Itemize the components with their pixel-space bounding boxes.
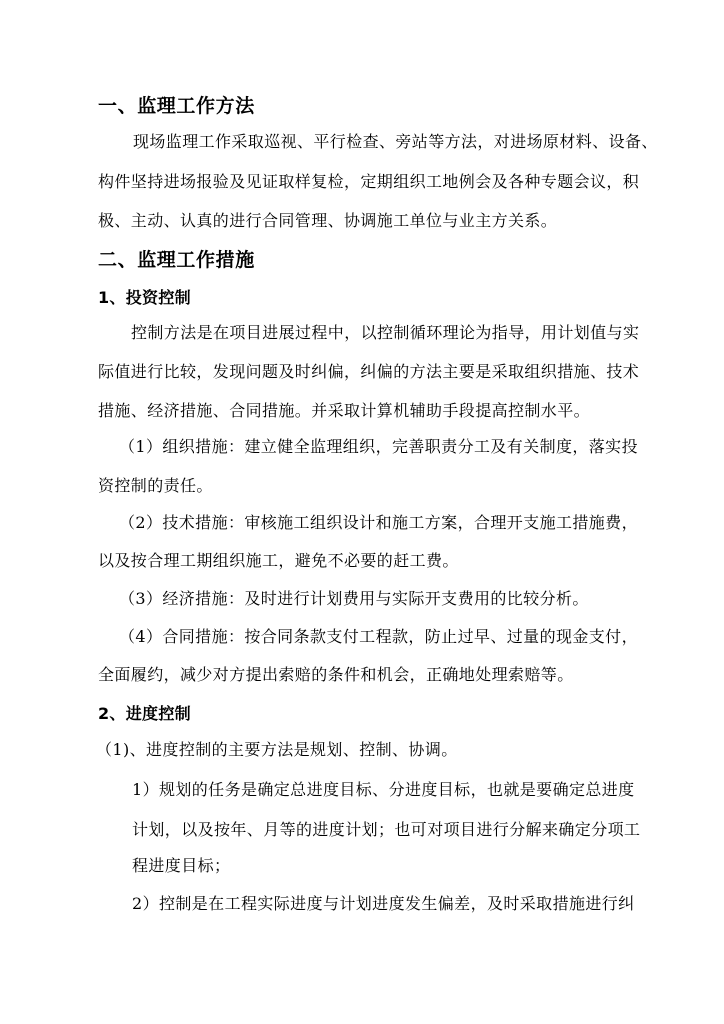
progress-method-line: （1)、进度控制的主要方法是规划、控制、协调。	[96, 740, 458, 759]
planning-line: 程进度目标；	[132, 856, 231, 875]
organization-measure-line: （1）组织措施：建立健全监理组织，完善职责分工及有关制度，落实投	[119, 437, 638, 456]
investment-intro-line: 措施、经济措施、合同措施。并采取计算机辅助手段提高控制水平。	[98, 401, 591, 420]
section-1-paragraph-line: 极、主动、认真的进行合同管理、协调施工单位与业主方关系。	[98, 211, 558, 230]
planning-line: 1）规划的任务是确定总进度目标、分进度目标，也就是要确定总进度	[132, 780, 635, 799]
technical-measure-line: （2）技术措施：审核施工组织设计和施工方案，合理开支施工措施费，	[119, 513, 638, 532]
economic-measure-line: （3）经济措施：及时进行计划费用与实际开支费用的比较分析。	[119, 589, 589, 608]
planning-line: 计划，以及按年、月等的进度计划；也可对项目进行分解来确定分项工	[132, 820, 641, 839]
investment-intro-line: 控制方法是在项目进展过程中，以控制循环理论为指导，用计划值与实	[131, 323, 640, 342]
organization-measure-line: 资控制的责任。	[98, 476, 213, 495]
contract-measure-line: （4）合同措施：按合同条款支付工程款，防止过早、过量的现金支付，	[119, 627, 638, 646]
section-1-title: 一、监理工作方法	[98, 95, 255, 117]
progress-control-heading: 2、进度控制	[98, 704, 191, 723]
section-1-paragraph-line: 构件坚持进场报验及见证取样复检，定期组织工地例会及各种专题会议，积	[98, 172, 640, 191]
section-1-paragraph-line: 现场监理工作采取巡视、平行检查、旁站等方法，对进场原材料、设备、	[133, 132, 658, 151]
section-2-title: 二、监理工作措施	[98, 249, 255, 271]
investment-control-heading: 1、投资控制	[98, 288, 191, 307]
control-line: 2）控制是在工程实际进度与计划进度发生偏差，及时采取措施进行纠	[132, 894, 635, 913]
contract-measure-line: 全面履约，减少对方提出索赔的条件和机会，正确地处理索赔等。	[98, 665, 574, 684]
technical-measure-line: 以及按合理工期组织施工，避免不必要的赶工费。	[98, 551, 459, 570]
investment-intro-line: 际值进行比较，发现问题及时纠偏，纠偏的方法主要是采取组织措施、技术	[98, 362, 640, 381]
